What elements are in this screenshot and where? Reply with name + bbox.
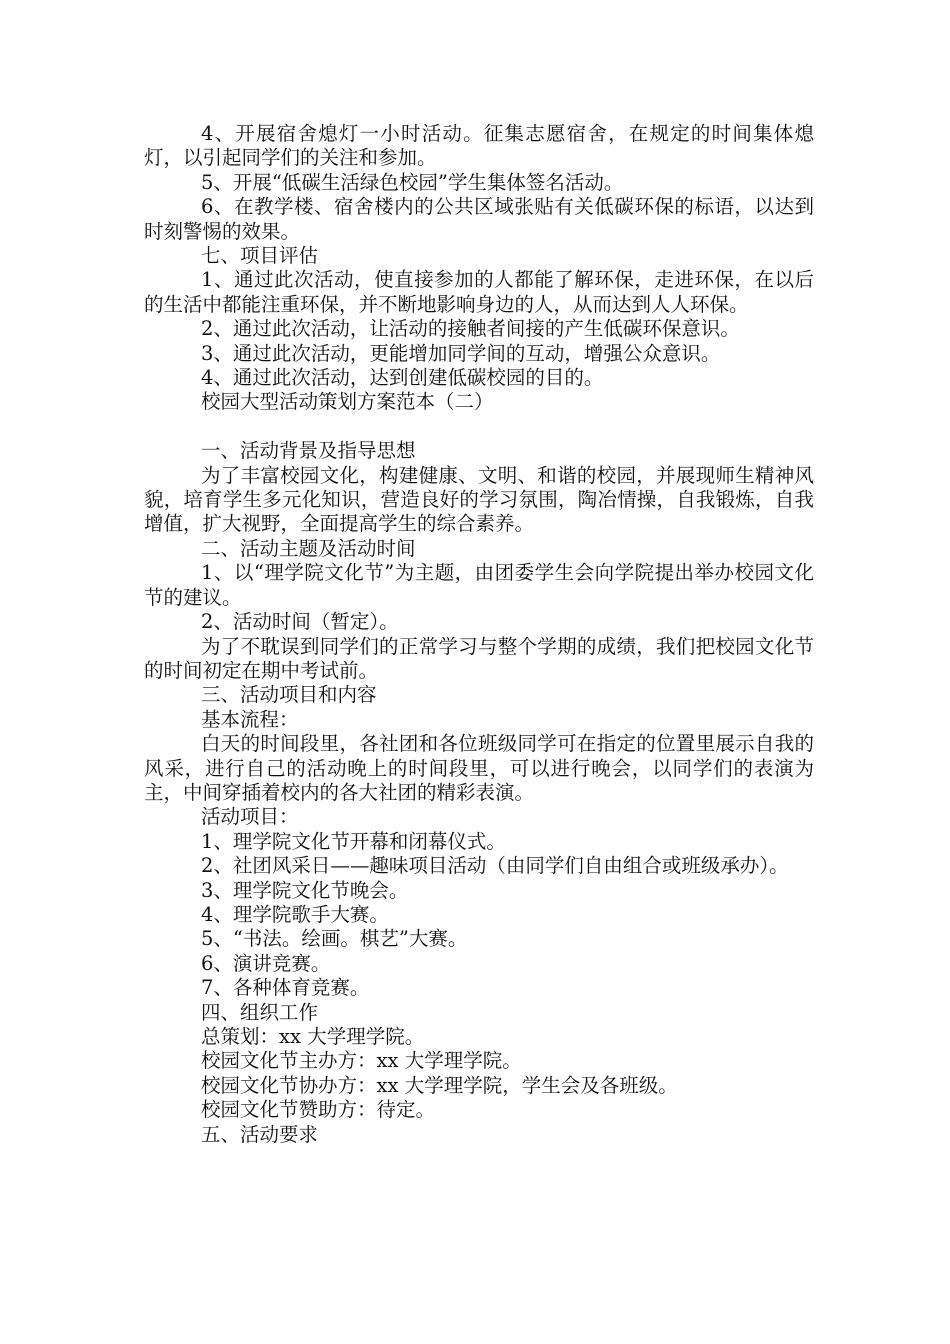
document-body: [144, 122, 814, 1147]
paragraph: 总策划：xx 大学理学院。: [201, 1025, 425, 1049]
paragraph: 4、开展宿舍熄灯一小时活动。征集志愿宿舍，在规定的时间集体熄灯，以引起同学们的关注和参加。: [144, 122, 814, 170]
paragraph: 为了不耽误到同学们的正常学习与整个学期的成绩，我们把校园文化节的时间初定在期中考试前。: [144, 634, 814, 682]
paragraph: 活动项目：: [201, 805, 299, 829]
list-item: 7、各种体育竞赛。: [201, 976, 370, 1000]
section-heading: 一、活动背景及指导思想: [201, 439, 416, 463]
paragraph: 6、在教学楼、宿舍楼内的公共区域张贴有关低碳环保的标语，以达到时刻警惕的效果。: [144, 195, 814, 243]
list-item: 6、演讲竞赛。: [201, 951, 331, 975]
list-item: 5、“书法。绘画。棋艺”大赛。: [201, 927, 468, 951]
list-item: 1、理学院文化节开幕和闭幕仪式。: [201, 829, 506, 853]
paragraph: 校园文化节协办方：xx 大学理学院，学生会及各班级。: [201, 1073, 678, 1097]
paragraph: 为了丰富校园文化，构建健康、文明、和谐的校园，并展现师生精神风貌，培育学生多元化知识，营造良好的学习氛围，陶冶情操，自我锻炼，自我增值，扩大视野，全面提高学生的综合素养。: [144, 463, 814, 536]
paragraph: 1、以“理学院文化节”为主题，由团委学生会向学院提出举办校园文化节的建议。: [144, 561, 814, 609]
list-item: 4、理学院歌手大赛。: [201, 902, 389, 926]
document-title: 校园大型活动策划方案范本（二）: [201, 390, 494, 414]
section-heading: 四、组织工作: [201, 1000, 319, 1024]
paragraph: 2、通过此次活动，让活动的接触者间接的产生低碳环保意识。: [201, 317, 740, 341]
paragraph: 3、通过此次活动，更能增加同学间的互动，增强公众意识。: [201, 341, 721, 365]
paragraph: 4、通过此次活动，达到创建低碳校园的目的。: [201, 366, 604, 390]
section-heading: 七、项目评估: [201, 244, 319, 268]
paragraph: 1、通过此次活动，使直接参加的人都能了解环保，走进环保，在以后的生活中都能注重环保，并不断地影响身边的人，从而达到人人环保。: [144, 268, 814, 316]
list-item: 2、社团风采日——趣味项目活动（由同学们自由组合或班级承办）。: [201, 854, 789, 878]
section-heading: 五、活动要求: [201, 1122, 319, 1146]
paragraph: 2、活动时间（暂定）。: [201, 610, 399, 634]
blank-line: [144, 415, 814, 439]
section-heading: 三、活动项目和内容: [201, 683, 377, 707]
paragraph: 白天的时间段里，各社团和各位班级同学可在指定的位置里展示自我的风采，进行自己的活动晚上的时间段里，可以进行晚会，以同学们的表演为主，中间穿插着校内的各大社团的精彩表演。: [144, 732, 814, 804]
paragraph: 基本流程：: [201, 707, 299, 731]
paragraph: 5、开展“低碳生活绿色校园”学生集体签名活动。: [201, 170, 624, 194]
paragraph: 校园文化节主办方：xx 大学理学院。: [201, 1049, 522, 1073]
paragraph: 校园文化节赞助方：待定。: [201, 1098, 436, 1122]
list-item: 3、理学院文化节晚会。: [201, 878, 409, 902]
section-heading: 二、活动主题及活动时间: [201, 536, 416, 560]
